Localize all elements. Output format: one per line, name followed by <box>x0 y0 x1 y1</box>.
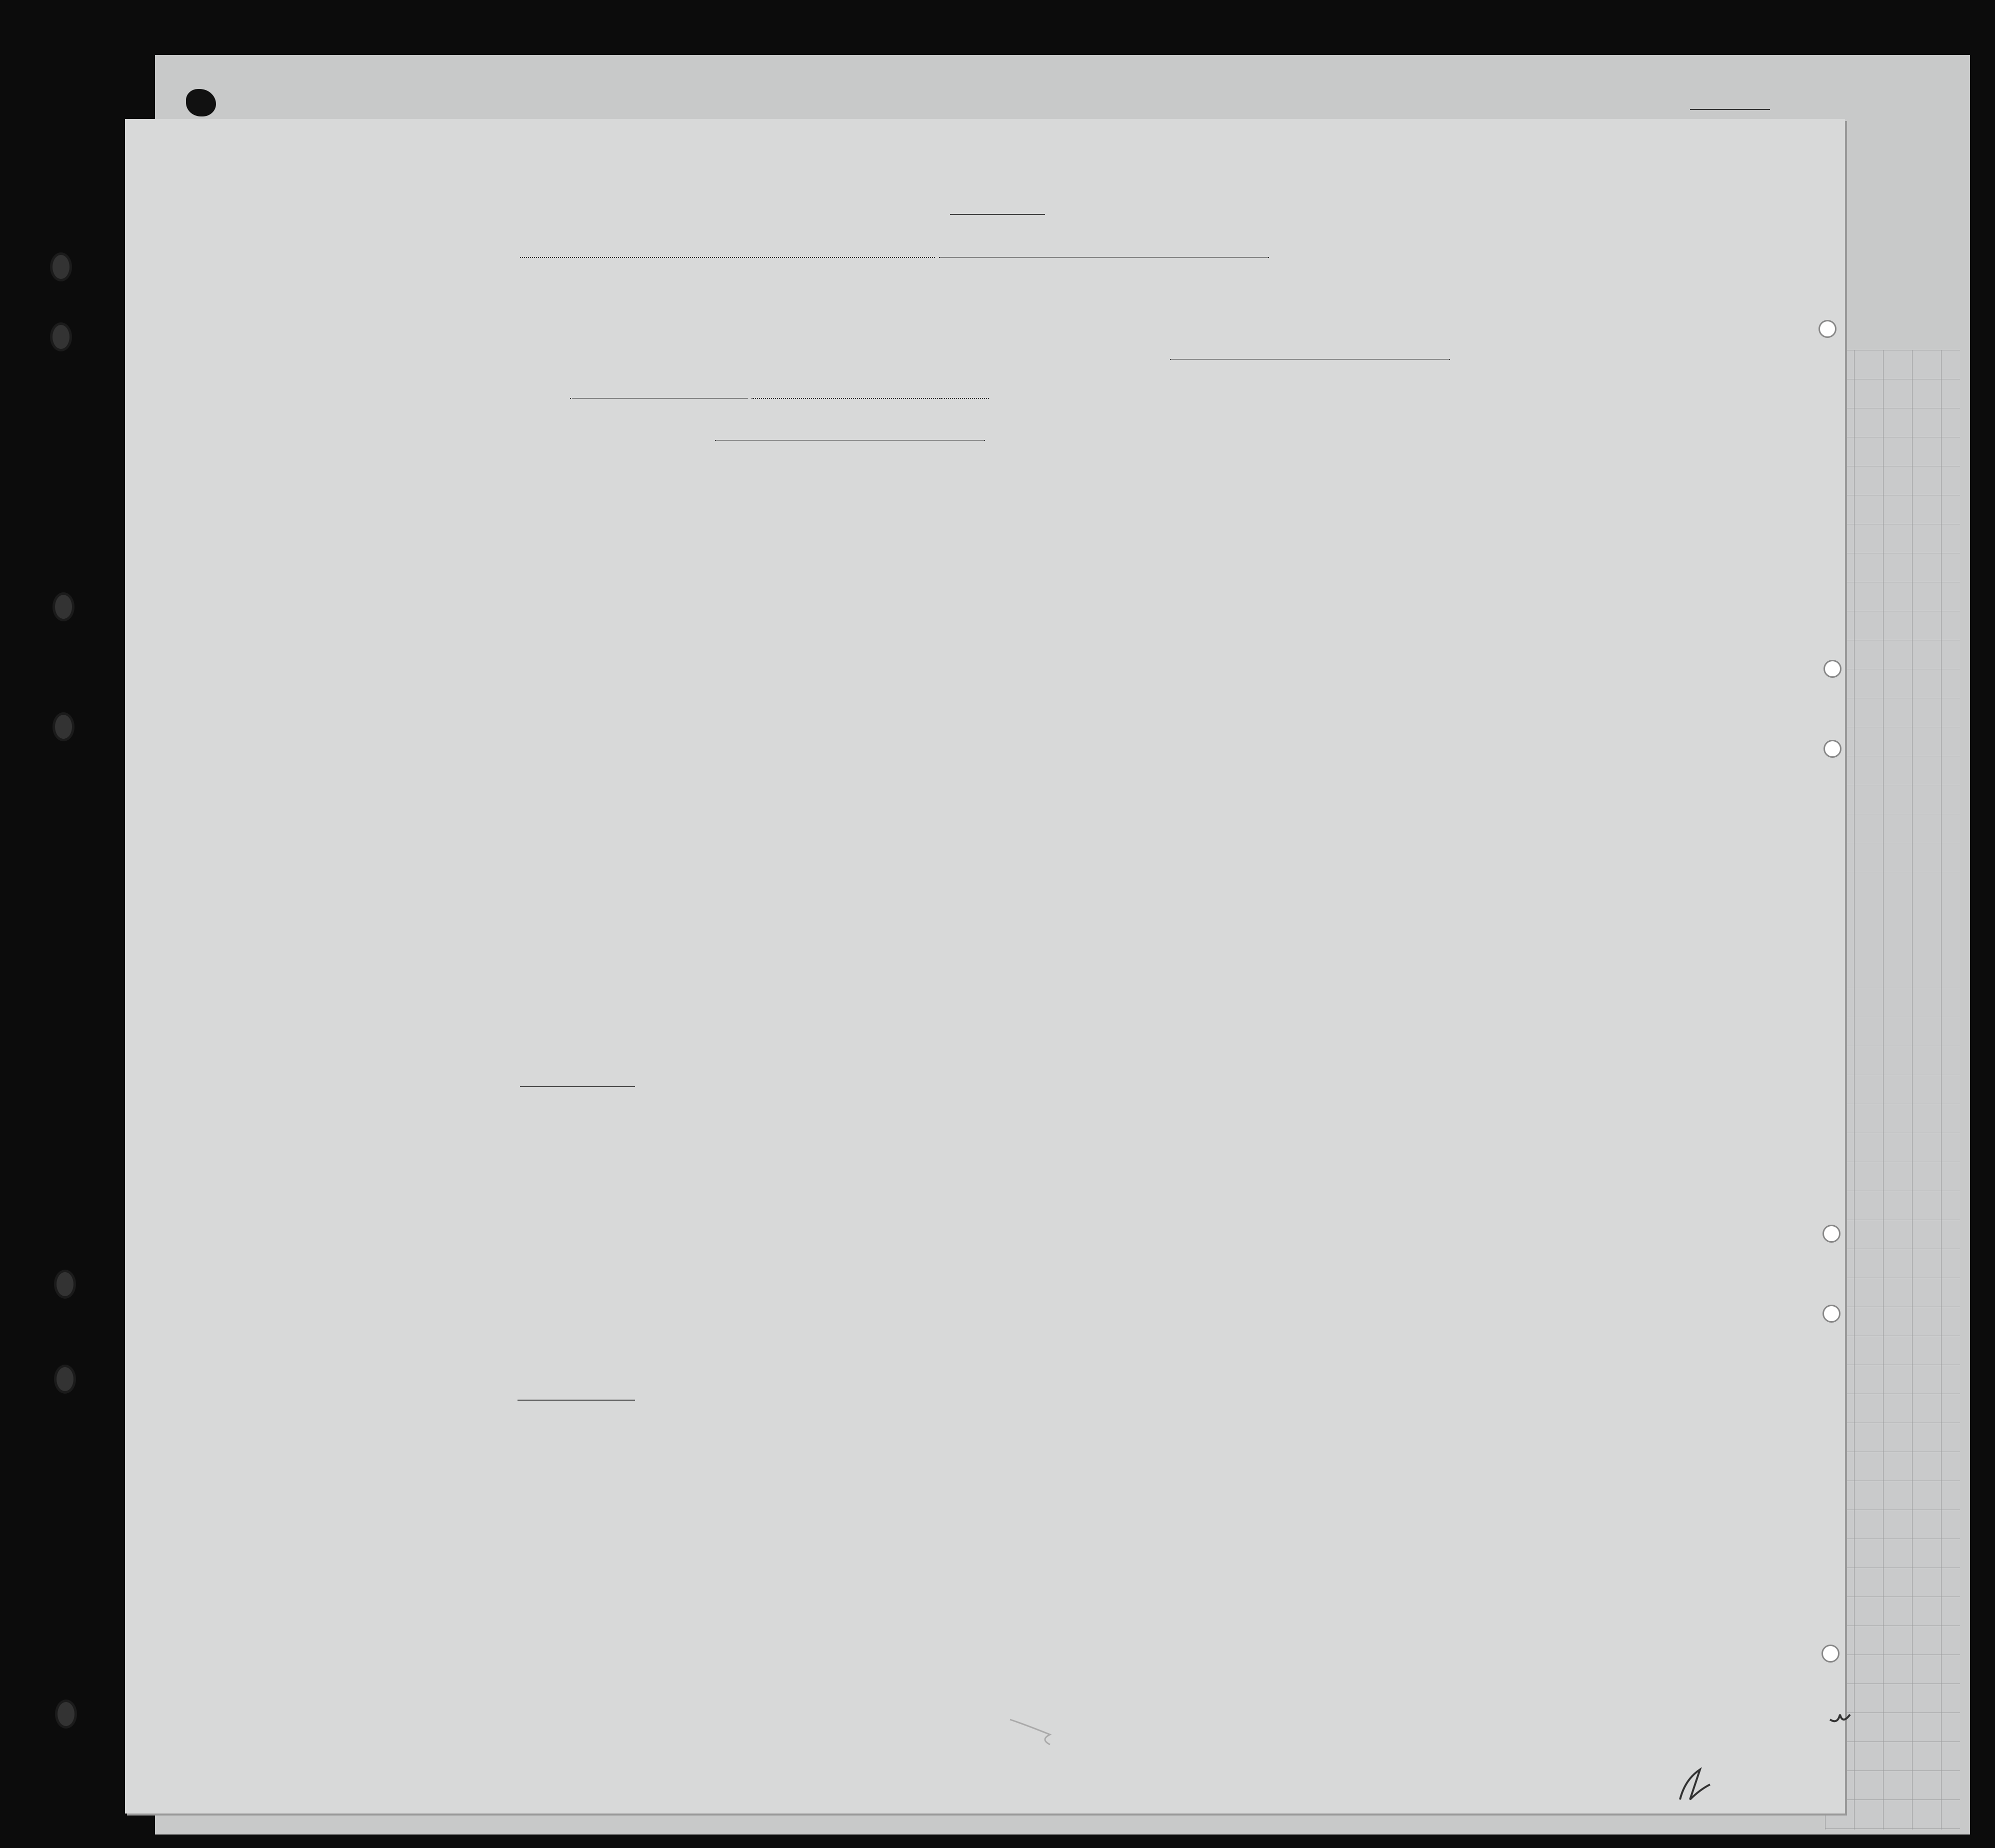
check-mark <box>1680 1770 1710 1800</box>
handwritten-mark <box>1830 1715 1850 1721</box>
faint-signature <box>1010 1720 1050 1745</box>
